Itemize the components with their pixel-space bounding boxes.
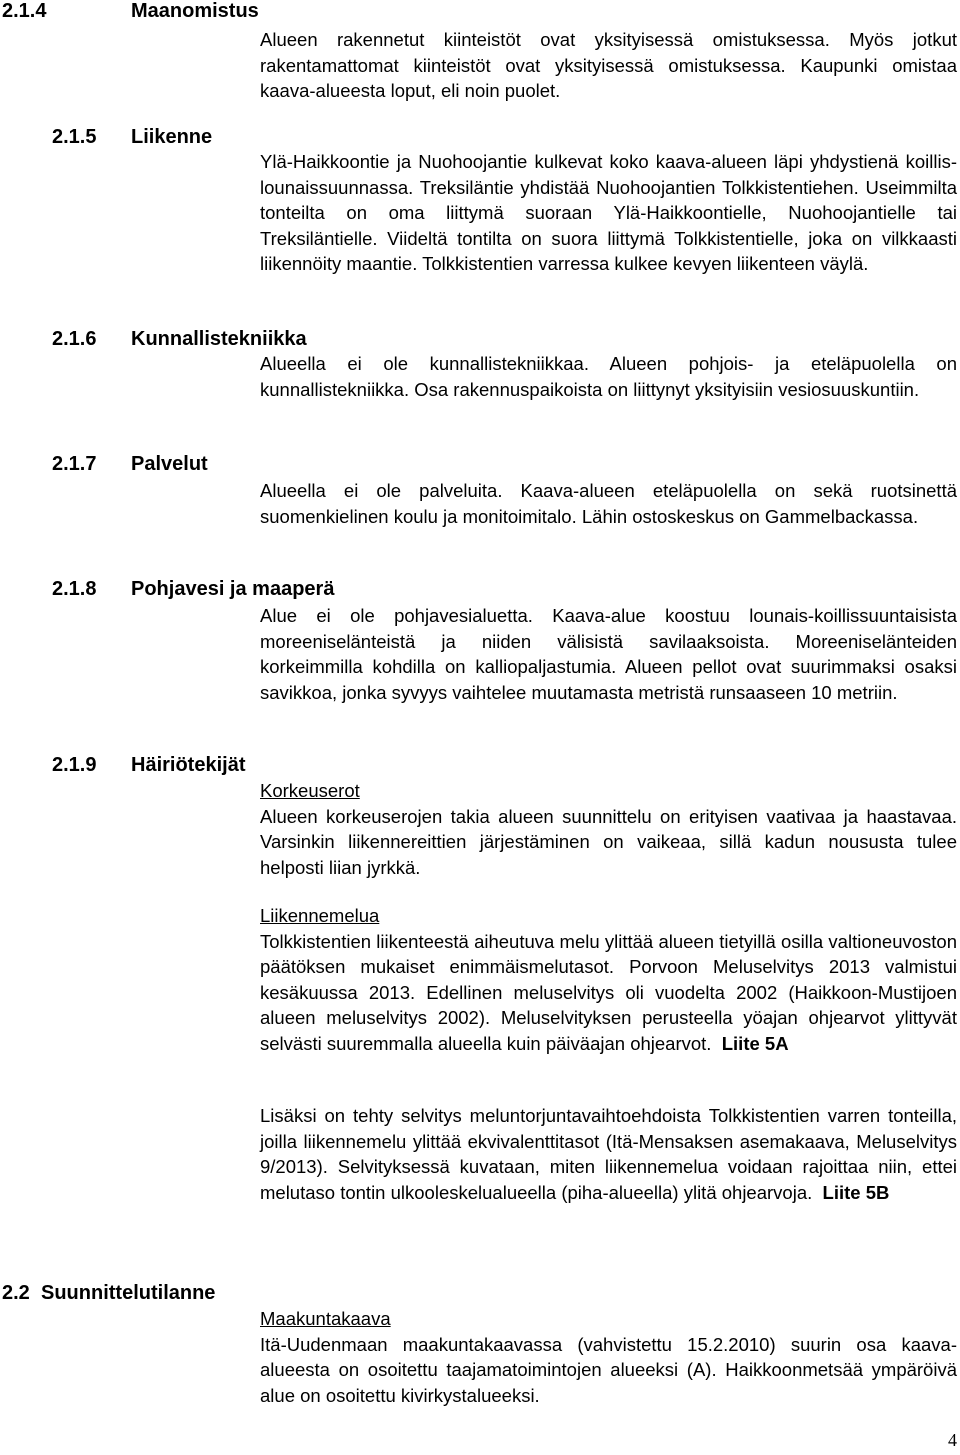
section-body-2-1-9-liikennemelua [260,903,957,1057]
section-number: 2.1.5 [52,126,97,148]
section-title: Häiriötekijät [131,754,246,776]
section-title: Palvelut [131,453,208,475]
section-heading-2-1-9 [52,752,246,778]
section-number: 2.2 [2,1282,30,1304]
section-number: 2.1.7 [52,453,97,475]
paragraph: Alueen rakennetut kiinteistöt ovat yksityisessä omistuksessa. Myös jotkut rakentamattomat kiinteistöt ovat yksityisessä omistuksessa. Kaupunki omistaa kaava-alueesta loput, eli noin puolet. [260,29,957,102]
section-heading-2-1-5 [52,124,213,150]
paragraph: Ylä-Haikkoontie ja Nuohoojantie kulkevat koko kaava-alueen läpi yhdystienä koillis-lounaissuunnassa. Treksiläntie yhdistää Nuohoojantien Tolkkistentiehen. Useimmilta tonteilta on oma liittymä suoraan Ylä-Haikkoontielle, Nuohoojantielle tai Treksiläntielle. Viideltä tontilta on suora liittymä Tolkkistentielle, joka on vilkkaasti liikennöity maantie. Tolkkistentien varressa kulkee kevyen liikenteen väylä. [260,151,957,275]
section-body-2-1-6 [260,351,957,402]
section-body-2-1-7 [260,478,957,529]
section-body-2-1-9-meluntorjunta [260,1103,957,1205]
section-heading-2-1-4 [2,0,259,24]
section-heading-2-1-7 [52,451,208,477]
appendix-reference: Liite 5B [822,1181,890,1203]
paragraph: Alueella ei ole palveluita. Kaava-alueen eteläpuolella on sekä ruotsinettä suomenkielinen koulu ja monitoimitalo. Lähin ostoskeskus on Gammelbackassa. [260,480,957,527]
section-number: 2.1.4 [2,0,47,22]
section-body-2-1-8 [260,603,957,705]
section-heading-2-1-6 [52,326,307,352]
subsection-heading: Maakuntakaava [260,1308,391,1329]
section-body-2-1-4 [260,27,957,104]
section-heading-2-2 [2,1280,216,1306]
page-number: 4 [948,1430,957,1450]
section-heading-2-1-8 [52,576,335,602]
section-number: 2.1.9 [52,754,97,776]
paragraph: Alueella ei ole kunnallistekniikkaa. Alueen pohjois- ja eteläpuolella on kunnallistekniikka. Osa rakennuspaikoista on liittynyt yksityisiin vesiosuuskuntiin. [260,353,957,400]
section-body-2-1-9-korkeuserot [260,778,957,880]
paragraph [260,1103,957,1205]
paragraph: Itä-Uudenmaan maakuntakaavassa (vahvistettu 15.2.2010) suurin osa kaava-alueesta on osoitettu taajamatoimintojen alueeksi (A). Haikkoonmetsää ympäröivä alue on osoitettu kivirkystalueeksi. [260,1333,957,1406]
section-title: Suunnittelutilanne [41,1282,216,1304]
section-title: Pohjavesi ja maaperä [131,578,335,600]
section-title: Kunnallistekniikka [131,328,307,350]
paragraph-text: Tolkkistentien liikenteestä aiheutuva melu ylittää alueen tietyillä osilla valtioneuvoston päätöksen mukaiset enimmäismelutasot. Porvoon Meluselvitys 2013 valmistui kesäkuussa 2013. Edellinen meluselvitys oli vuodelta 2002 (Haikkoon-Mustijoen alueen meluselvitys 2002). Meluselvityksen perusteella yöajan ohjearvot ylittyvät selvästi suuremmalla alueella kuin päiväajan ohjearvot. [260,930,957,1054]
section-title: Liikenne [131,126,213,148]
section-number: 2.1.6 [52,328,97,350]
section-number: 2.1.8 [52,578,97,600]
paragraph: Alue ei ole pohjavesialuetta. Kaava-alue koostuu lounais-koillissuuntaisista moreeniselänteistä ja niiden välisistä savilaaksoista. Moreeniselänteiden korkeimmilla kohdilla on kalliopaljastumia. Alueen pellot ovat suurimmaksi osaksi savikkoa, jonka syvyys vaihtelee muutamasta metristä runsaaseen 10 metriin. [260,605,957,703]
section-body-2-2-maakuntakaava [260,1306,957,1408]
paragraph-text: Lisäksi on tehty selvitys meluntorjuntavaihtoehdoista Tolkkistentien varren tonteilla, joilla liikennemelu ylittää ekvivalenttitasot (Itä-Mensaksen asemakaava, Meluselvitys 9/2013). Selvityksessä kuvataan, miten liikennemelua voidaan rajoittaa niin, ettei melutaso tontin ulkooleskelualueella (piha-alueella) ylitä ohjearvoja. [260,1105,957,1203]
section-title: Maanomistus [131,0,259,22]
appendix-reference: Liite 5A [721,1032,789,1054]
paragraph: Alueen korkeuserojen takia alueen suunnittelu on erityisen vaativaa ja haastavaa. Varsinkin liikennereittien järjestäminen on vaikeaa, sillä kadun noususta tulee helposti liian jyrkkä. [260,805,957,878]
paragraph [260,929,957,1057]
subsection-heading: Korkeuserot [260,780,360,801]
subsection-heading: Liikennemelua [260,905,380,926]
section-body-2-1-5 [260,149,957,277]
